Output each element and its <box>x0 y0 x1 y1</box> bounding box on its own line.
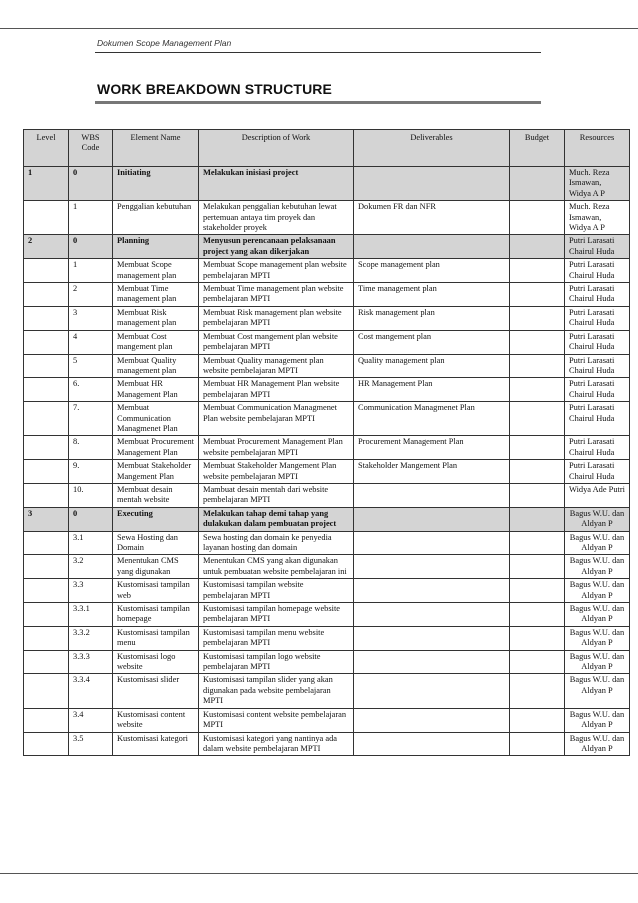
deliverables-cell: Time management plan <box>354 283 510 307</box>
wbs-code-cell: 6. <box>69 378 113 402</box>
resources-cell: Bagus W.U. dan Aldyan P <box>565 507 630 531</box>
table-row <box>24 330 630 354</box>
element-name-cell: Initiating <box>113 167 199 201</box>
level-cell <box>24 330 69 354</box>
level-cell <box>24 354 69 378</box>
table-row <box>24 674 630 708</box>
wbs-code-cell: 3.3.3 <box>69 650 113 674</box>
budget-cell <box>510 235 565 259</box>
element-name-cell: Membuat Time management plan <box>113 283 199 307</box>
level-cell <box>24 436 69 460</box>
budget-cell <box>510 460 565 484</box>
level-cell: 3 <box>24 507 69 531</box>
table-row <box>24 378 630 402</box>
column-header: Element Name <box>113 130 199 167</box>
description-cell: Kustomisasi tampilan website pembelajaran MPTI <box>199 579 354 603</box>
element-name-cell: Kustomisasi logo website <box>113 650 199 674</box>
element-name-cell: Menentukan CMS yang digunakan <box>113 555 199 579</box>
element-name-cell: Membuat Risk management plan <box>113 306 199 330</box>
budget-cell <box>510 378 565 402</box>
description-cell: Melakukan inisiasi project <box>199 167 354 201</box>
table-header-row <box>24 130 630 167</box>
description-cell: Melakukan tahap demi tahap yang dulakukan dalam pembuatan project <box>199 507 354 531</box>
deliverables-cell <box>354 626 510 650</box>
table-row <box>24 555 630 579</box>
wbs-code-cell: 7. <box>69 402 113 436</box>
description-cell: Membuat Scope management plan website pembelajaran MPTI <box>199 259 354 283</box>
element-name-cell: Planning <box>113 235 199 259</box>
wbs-code-cell: 1 <box>69 201 113 235</box>
table-row <box>24 708 630 732</box>
budget-cell <box>510 708 565 732</box>
description-cell: Membuat Communication Managmenet Plan website pembelajaran MPTI <box>199 402 354 436</box>
page-title: WORK BREAKDOWN STRUCTURE <box>97 81 332 97</box>
deliverables-cell: Dokumen FR dan NFR <box>354 201 510 235</box>
table-row <box>24 579 630 603</box>
budget-cell <box>510 483 565 507</box>
level-cell <box>24 531 69 555</box>
table-row <box>24 354 630 378</box>
description-cell: Kustomisasi tampilan slider yang akan digunakan pada website pembelajaran MPTI <box>199 674 354 708</box>
wbs-code-cell: 3.2 <box>69 555 113 579</box>
element-name-cell: Kustomisasi kategori <box>113 732 199 756</box>
element-name-cell: Executing <box>113 507 199 531</box>
budget-cell <box>510 402 565 436</box>
column-header: Deliverables <box>354 130 510 167</box>
resources-cell: Bagus W.U. dan Aldyan P <box>565 708 630 732</box>
element-name-cell: Membuat Procurement Management Plan <box>113 436 199 460</box>
element-name-cell: Membuat desain mentah website <box>113 483 199 507</box>
level-cell <box>24 259 69 283</box>
resources-cell: Putri Larasati Chairul Huda <box>565 436 630 460</box>
resources-cell: Putri Larasati Chairul Huda <box>565 460 630 484</box>
deliverables-cell <box>354 555 510 579</box>
budget-cell <box>510 555 565 579</box>
resources-cell: Putri Larasati Chairul Huda <box>565 378 630 402</box>
table-row <box>24 507 630 531</box>
top-rule <box>0 28 638 29</box>
column-header: Level <box>24 130 69 167</box>
wbs-code-cell: 3.1 <box>69 531 113 555</box>
budget-cell <box>510 259 565 283</box>
deliverables-cell <box>354 674 510 708</box>
deliverables-cell: Quality management plan <box>354 354 510 378</box>
budget-cell <box>510 531 565 555</box>
wbs-code-cell: 3.3 <box>69 579 113 603</box>
description-cell: Menyusun perencanaan pelaksanaan project yang akan dikerjakan <box>199 235 354 259</box>
header-rule <box>95 52 541 53</box>
level-cell <box>24 402 69 436</box>
table-row <box>24 650 630 674</box>
table-row <box>24 460 630 484</box>
budget-cell <box>510 674 565 708</box>
deliverables-cell: Scope management plan <box>354 259 510 283</box>
wbs-code-cell: 1 <box>69 259 113 283</box>
element-name-cell: Membuat Quality management plan <box>113 354 199 378</box>
resources-cell: Bagus W.U. dan Aldyan P <box>565 603 630 627</box>
level-cell <box>24 201 69 235</box>
table-row <box>24 603 630 627</box>
budget-cell <box>510 732 565 756</box>
budget-cell <box>510 507 565 531</box>
resources-cell: Bagus W.U. dan Aldyan P <box>565 650 630 674</box>
element-name-cell: Kustomisasi tampilan web <box>113 579 199 603</box>
resources-cell: Bagus W.U. dan Aldyan P <box>565 626 630 650</box>
description-cell: Membuat Cost mangement plan website pembelajaran MPTI <box>199 330 354 354</box>
element-name-cell: Membuat HR Management Plan <box>113 378 199 402</box>
table-row <box>24 259 630 283</box>
wbs-code-cell: 9. <box>69 460 113 484</box>
wbs-code-cell: 4 <box>69 330 113 354</box>
wbs-code-cell: 0 <box>69 167 113 201</box>
budget-cell <box>510 167 565 201</box>
description-cell: Menentukan CMS yang akan digunakan untuk pembuatan website pembelajaran ini <box>199 555 354 579</box>
description-cell: Membuat Time management plan website pembelajaran MPTI <box>199 283 354 307</box>
description-cell: Membuat Quality management plan website pembelajaran MPTI <box>199 354 354 378</box>
resources-cell: Much. Reza Ismawan, Widya A P <box>565 167 630 201</box>
budget-cell <box>510 306 565 330</box>
wbs-code-cell: 0 <box>69 507 113 531</box>
deliverables-cell <box>354 167 510 201</box>
description-cell: Melakukan penggalian kebutuhan lewat pertemuan antaya tim proyek dan stakeholder proyek <box>199 201 354 235</box>
budget-cell <box>510 626 565 650</box>
wbs-code-cell: 3.5 <box>69 732 113 756</box>
table-row <box>24 483 630 507</box>
resources-cell: Bagus W.U. dan Aldyan P <box>565 732 630 756</box>
table-row <box>24 283 630 307</box>
table-row <box>24 436 630 460</box>
level-cell <box>24 378 69 402</box>
description-cell: Mambuat desain mentah dari website pembelajaran MPTI <box>199 483 354 507</box>
level-cell <box>24 483 69 507</box>
element-name-cell: Sewa Hosting dan Domain <box>113 531 199 555</box>
resources-cell: Putri Larasati Chairul Huda <box>565 330 630 354</box>
resources-cell: Putri Larasati Chairul Huda <box>565 354 630 378</box>
level-cell <box>24 674 69 708</box>
description-cell: Membuat Risk management plan website pembelajaran MPTI <box>199 306 354 330</box>
level-cell <box>24 650 69 674</box>
budget-cell <box>510 603 565 627</box>
resources-cell: Bagus W.U. dan Aldyan P <box>565 555 630 579</box>
level-cell <box>24 579 69 603</box>
deliverables-cell <box>354 603 510 627</box>
level-cell <box>24 603 69 627</box>
element-name-cell: Penggalian kebutuhan <box>113 201 199 235</box>
document-header: Dokumen Scope Management Plan <box>97 38 232 48</box>
resources-cell: Bagus W.U. dan Aldyan P <box>565 579 630 603</box>
deliverables-cell <box>354 708 510 732</box>
resources-cell: Widya Ade Putri <box>565 483 630 507</box>
column-header: Resources <box>565 130 630 167</box>
deliverables-cell: Procurement Management Plan <box>354 436 510 460</box>
budget-cell <box>510 650 565 674</box>
description-cell: Membuat Procurement Management Plan website pembelajaran MPTI <box>199 436 354 460</box>
resources-cell: Putri Larasati Chairul Huda <box>565 283 630 307</box>
column-header: WBS Code <box>69 130 113 167</box>
budget-cell <box>510 436 565 460</box>
title-rule <box>95 101 541 104</box>
deliverables-cell <box>354 483 510 507</box>
deliverables-cell: HR Management Plan <box>354 378 510 402</box>
description-cell: Sewa hosting dan domain ke penyedia layanan hosting dan domain <box>199 531 354 555</box>
level-cell <box>24 283 69 307</box>
resources-cell: Much. Reza Ismawan, Widya A P <box>565 201 630 235</box>
wbs-code-cell: 3 <box>69 306 113 330</box>
table-row <box>24 531 630 555</box>
wbs-code-cell: 3.3.2 <box>69 626 113 650</box>
table-row <box>24 235 630 259</box>
description-cell: Kustomisasi tampilan homepage website pembelajaran MPTI <box>199 603 354 627</box>
column-header: Budget <box>510 130 565 167</box>
level-cell <box>24 306 69 330</box>
description-cell: Kustomisasi content website pembelajaran MPTI <box>199 708 354 732</box>
element-name-cell: Membuat Stakeholder Mangement Plan <box>113 460 199 484</box>
wbs-code-cell: 2 <box>69 283 113 307</box>
level-cell <box>24 555 69 579</box>
element-name-cell: Kustomisasi content website <box>113 708 199 732</box>
table-row <box>24 626 630 650</box>
resources-cell: Putri Larasati Chairul Huda <box>565 235 630 259</box>
level-cell: 2 <box>24 235 69 259</box>
description-cell: Kustomisasi kategori yang nantinya ada dalam website pembelajaran MPTI <box>199 732 354 756</box>
deliverables-cell: Stakeholder Mangement Plan <box>354 460 510 484</box>
description-cell: Membuat HR Management Plan website pembelajaran MPTI <box>199 378 354 402</box>
table-row <box>24 167 630 201</box>
deliverables-cell <box>354 579 510 603</box>
element-name-cell: Membuat Communication Managmenet Plan <box>113 402 199 436</box>
deliverables-cell: Communication Managmenet Plan <box>354 402 510 436</box>
wbs-code-cell: 3.4 <box>69 708 113 732</box>
bottom-rule <box>0 873 638 874</box>
deliverables-cell: Cost mangement plan <box>354 330 510 354</box>
deliverables-cell <box>354 507 510 531</box>
column-header: Description of Work <box>199 130 354 167</box>
level-cell: 1 <box>24 167 69 201</box>
budget-cell <box>510 330 565 354</box>
deliverables-cell <box>354 531 510 555</box>
wbs-code-cell: 10. <box>69 483 113 507</box>
budget-cell <box>510 579 565 603</box>
resources-cell: Putri Larasati Chairul Huda <box>565 306 630 330</box>
table-row <box>24 402 630 436</box>
element-name-cell: Membuat Scope management plan <box>113 259 199 283</box>
deliverables-cell <box>354 235 510 259</box>
deliverables-cell <box>354 650 510 674</box>
level-cell <box>24 708 69 732</box>
level-cell <box>24 626 69 650</box>
element-name-cell: Kustomisasi tampilan homepage <box>113 603 199 627</box>
wbs-table <box>23 129 630 756</box>
resources-cell: Putri Larasati Chairul Huda <box>565 402 630 436</box>
level-cell <box>24 732 69 756</box>
description-cell: Kustomisasi tampilan logo website pembelajaran MPTI <box>199 650 354 674</box>
description-cell: Membuat Stakeholder Mangement Plan website pembelajaran MPTI <box>199 460 354 484</box>
level-cell <box>24 460 69 484</box>
budget-cell <box>510 283 565 307</box>
resources-cell: Bagus W.U. dan Aldyan P <box>565 531 630 555</box>
element-name-cell: Kustomisasi tampilan menu <box>113 626 199 650</box>
description-cell: Kustomisasi tampilan menu website pembelajaran MPTI <box>199 626 354 650</box>
resources-cell: Putri Larasati Chairul Huda <box>565 259 630 283</box>
table-row <box>24 732 630 756</box>
table-row <box>24 201 630 235</box>
wbs-code-cell: 3.3.1 <box>69 603 113 627</box>
wbs-code-cell: 8. <box>69 436 113 460</box>
wbs-code-cell: 3.3.4 <box>69 674 113 708</box>
element-name-cell: Membuat Cost mangement plan <box>113 330 199 354</box>
deliverables-cell <box>354 732 510 756</box>
budget-cell <box>510 201 565 235</box>
element-name-cell: Kustomisasi slider <box>113 674 199 708</box>
table-row <box>24 306 630 330</box>
deliverables-cell: Risk management plan <box>354 306 510 330</box>
table-body <box>24 167 630 756</box>
wbs-code-cell: 0 <box>69 235 113 259</box>
resources-cell: Bagus W.U. dan Aldyan P <box>565 674 630 708</box>
budget-cell <box>510 354 565 378</box>
wbs-code-cell: 5 <box>69 354 113 378</box>
